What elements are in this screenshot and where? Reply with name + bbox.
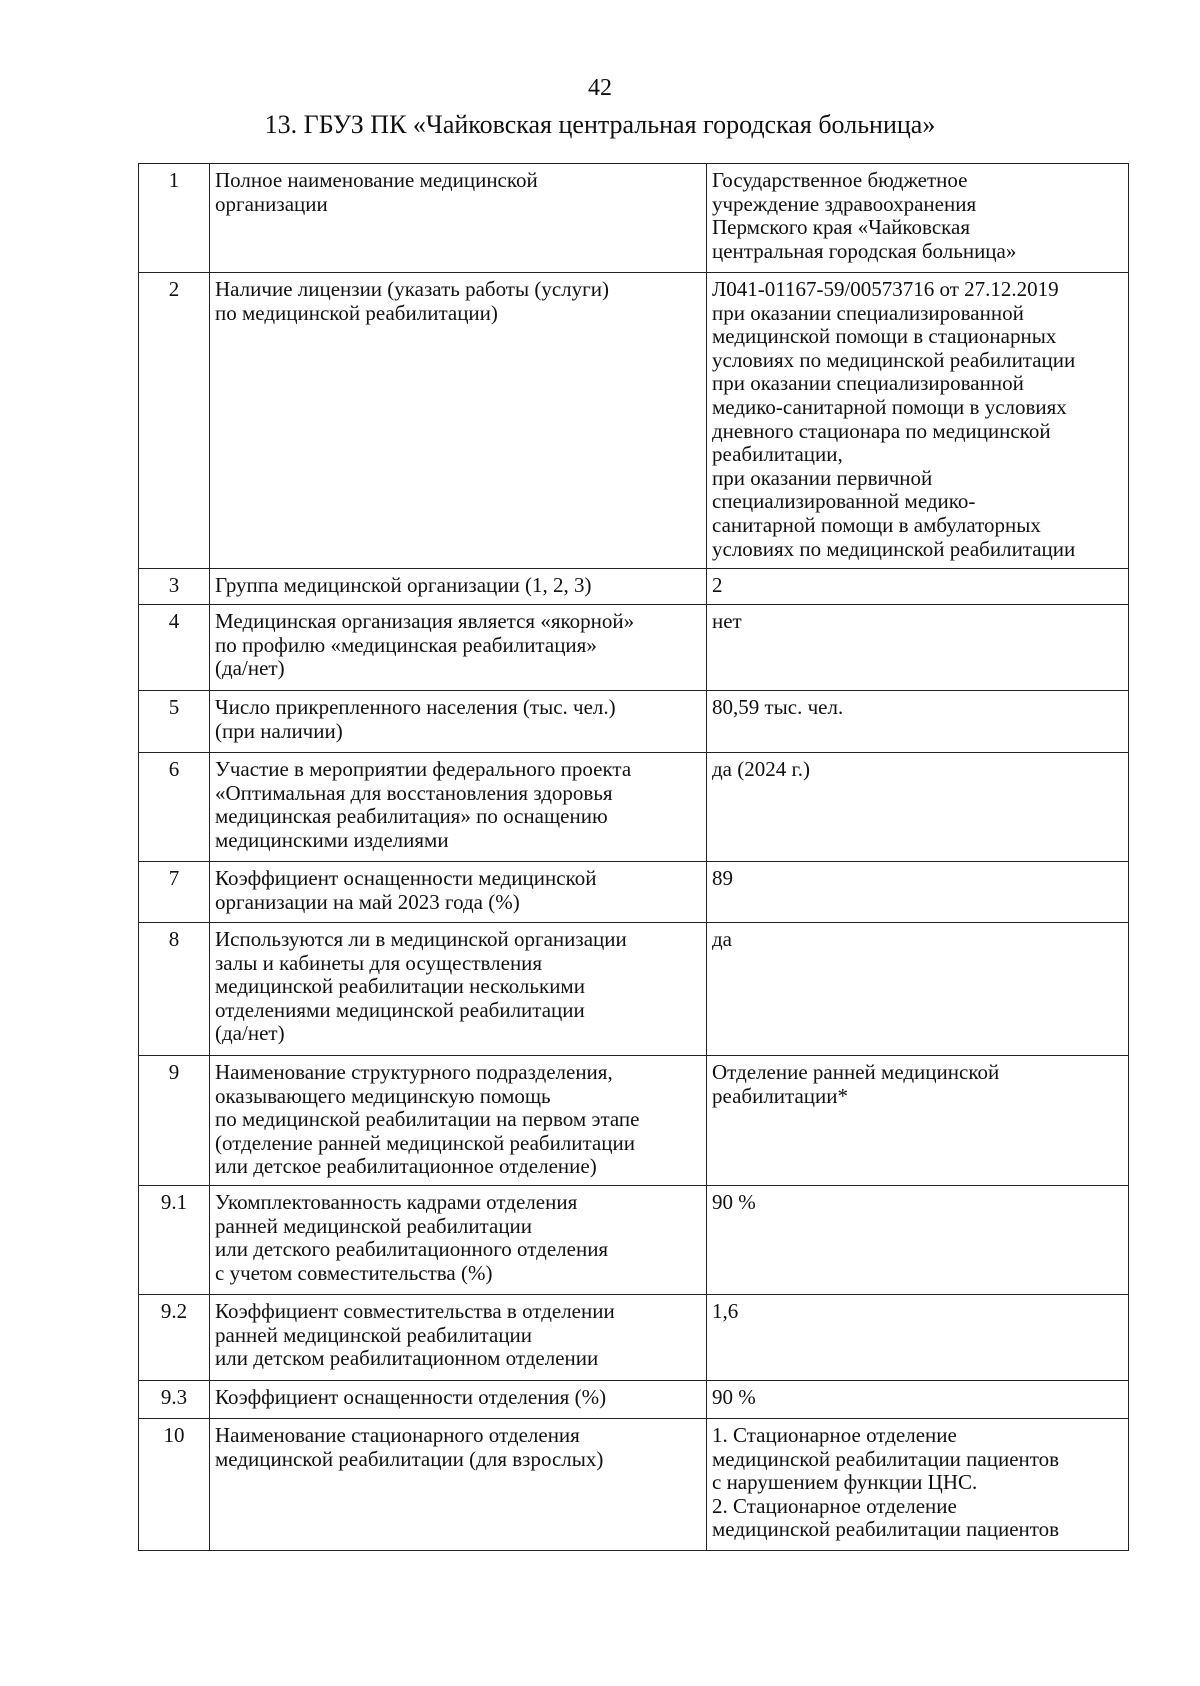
row-number: 3: [139, 569, 210, 605]
row-value: да (2024 г.): [707, 753, 1129, 862]
row-value: 2: [707, 569, 1129, 605]
table-row: [139, 691, 1129, 753]
row-number: 10: [139, 1419, 210, 1551]
table-row: [139, 1419, 1129, 1551]
table-row: [139, 862, 1129, 923]
row-value: Государственное бюджетное учреждение здравоохранения Пермского края «Чайковская центральная городская больница»: [707, 164, 1129, 273]
row-label: Используются ли в медицинской организации залы и кабинеты для осуществления медицинской реабилитации несколькими отделениями медицинской реабилитации (да/нет): [210, 923, 707, 1056]
row-value: Л041-01167-59/00573716 от 27.12.2019 при оказании специализированной медицинской помощи в стационарных условиях по медицинской реабилитации при оказании специализированной медико-санитарной помощи в условиях дневного стационара по медицинской реабилитации, при оказании первичной специализированной медико- санитарной помощи в амбулаторных условиях по медицинской реабилитации: [707, 273, 1129, 569]
row-number: 9.3: [139, 1381, 210, 1419]
row-number: 9: [139, 1056, 210, 1186]
row-number: 6: [139, 753, 210, 862]
row-label: Коэффициент совместительства в отделении ранней медицинской реабилитации или детском реабилитационном отделении: [210, 1295, 707, 1381]
row-number: 7: [139, 862, 210, 923]
row-value: 1. Стационарное отделение медицинской реабилитации пациентов с нарушением функции ЦНС. 2. Стационарное отделение медицинской реабилитации пациентов: [707, 1419, 1129, 1551]
row-label: Медицинская организация является «якорной» по профилю «медицинская реабилитация» (да/нет): [210, 605, 707, 691]
table-row: [139, 1186, 1129, 1295]
row-label: Группа медицинской организации (1, 2, 3): [210, 569, 707, 605]
row-label: Наличие лицензии (указать работы (услуги) по медицинской реабилитации): [210, 273, 707, 569]
table-row: [139, 605, 1129, 691]
row-value: 1,6: [707, 1295, 1129, 1381]
row-value: Отделение ранней медицинской реабилитации*: [707, 1056, 1129, 1186]
row-value: нет: [707, 605, 1129, 691]
table-row: [139, 1381, 1129, 1419]
row-label: Коэффициент оснащенности медицинской организации на май 2023 года (%): [210, 862, 707, 923]
row-label: Укомплектованность кадрами отделения ранней медицинской реабилитации или детского реабилитационного отделения с учетом совместительства (%): [210, 1186, 707, 1295]
table-row: [139, 164, 1129, 273]
row-number: 2: [139, 273, 210, 569]
row-value: 90 %: [707, 1381, 1129, 1419]
row-label: Коэффициент оснащенности отделения (%): [210, 1381, 707, 1419]
row-value: да: [707, 923, 1129, 1056]
row-number: 1: [139, 164, 210, 273]
table-row: [139, 569, 1129, 605]
page-number: 42: [588, 75, 612, 101]
row-label: Участие в мероприятии федерального проекта «Оптимальная для восстановления здоровья медицинская реабилитация» по оснащению медицинскими изделиями: [210, 753, 707, 862]
row-number: 9.2: [139, 1295, 210, 1381]
row-value: 80,59 тыс. чел.: [707, 691, 1129, 753]
row-label: Число прикрепленного населения (тыс. чел.) (при наличии): [210, 691, 707, 753]
row-number: 4: [139, 605, 210, 691]
table-row: [139, 923, 1129, 1056]
table-row: [139, 273, 1129, 569]
row-number: 5: [139, 691, 210, 753]
row-number: 9.1: [139, 1186, 210, 1295]
page-title: 13. ГБУЗ ПК «Чайковская центральная городская больница»: [264, 110, 936, 139]
row-number: 8: [139, 923, 210, 1056]
row-value: 89: [707, 862, 1129, 923]
table-row: [139, 1295, 1129, 1381]
table-row: [139, 753, 1129, 862]
table-row: [139, 1056, 1129, 1186]
row-label: Наименование стационарного отделения медицинской реабилитации (для взрослых): [210, 1419, 707, 1551]
row-value: 90 %: [707, 1186, 1129, 1295]
info-table: [138, 163, 1129, 1551]
row-label: Полное наименование медицинской организации: [210, 164, 707, 273]
row-label: Наименование структурного подразделения, оказывающего медицинскую помощь по медицинской реабилитации на первом этапе (отделение ранней медицинской реабилитации или детское реабилитационное отделение): [210, 1056, 707, 1186]
